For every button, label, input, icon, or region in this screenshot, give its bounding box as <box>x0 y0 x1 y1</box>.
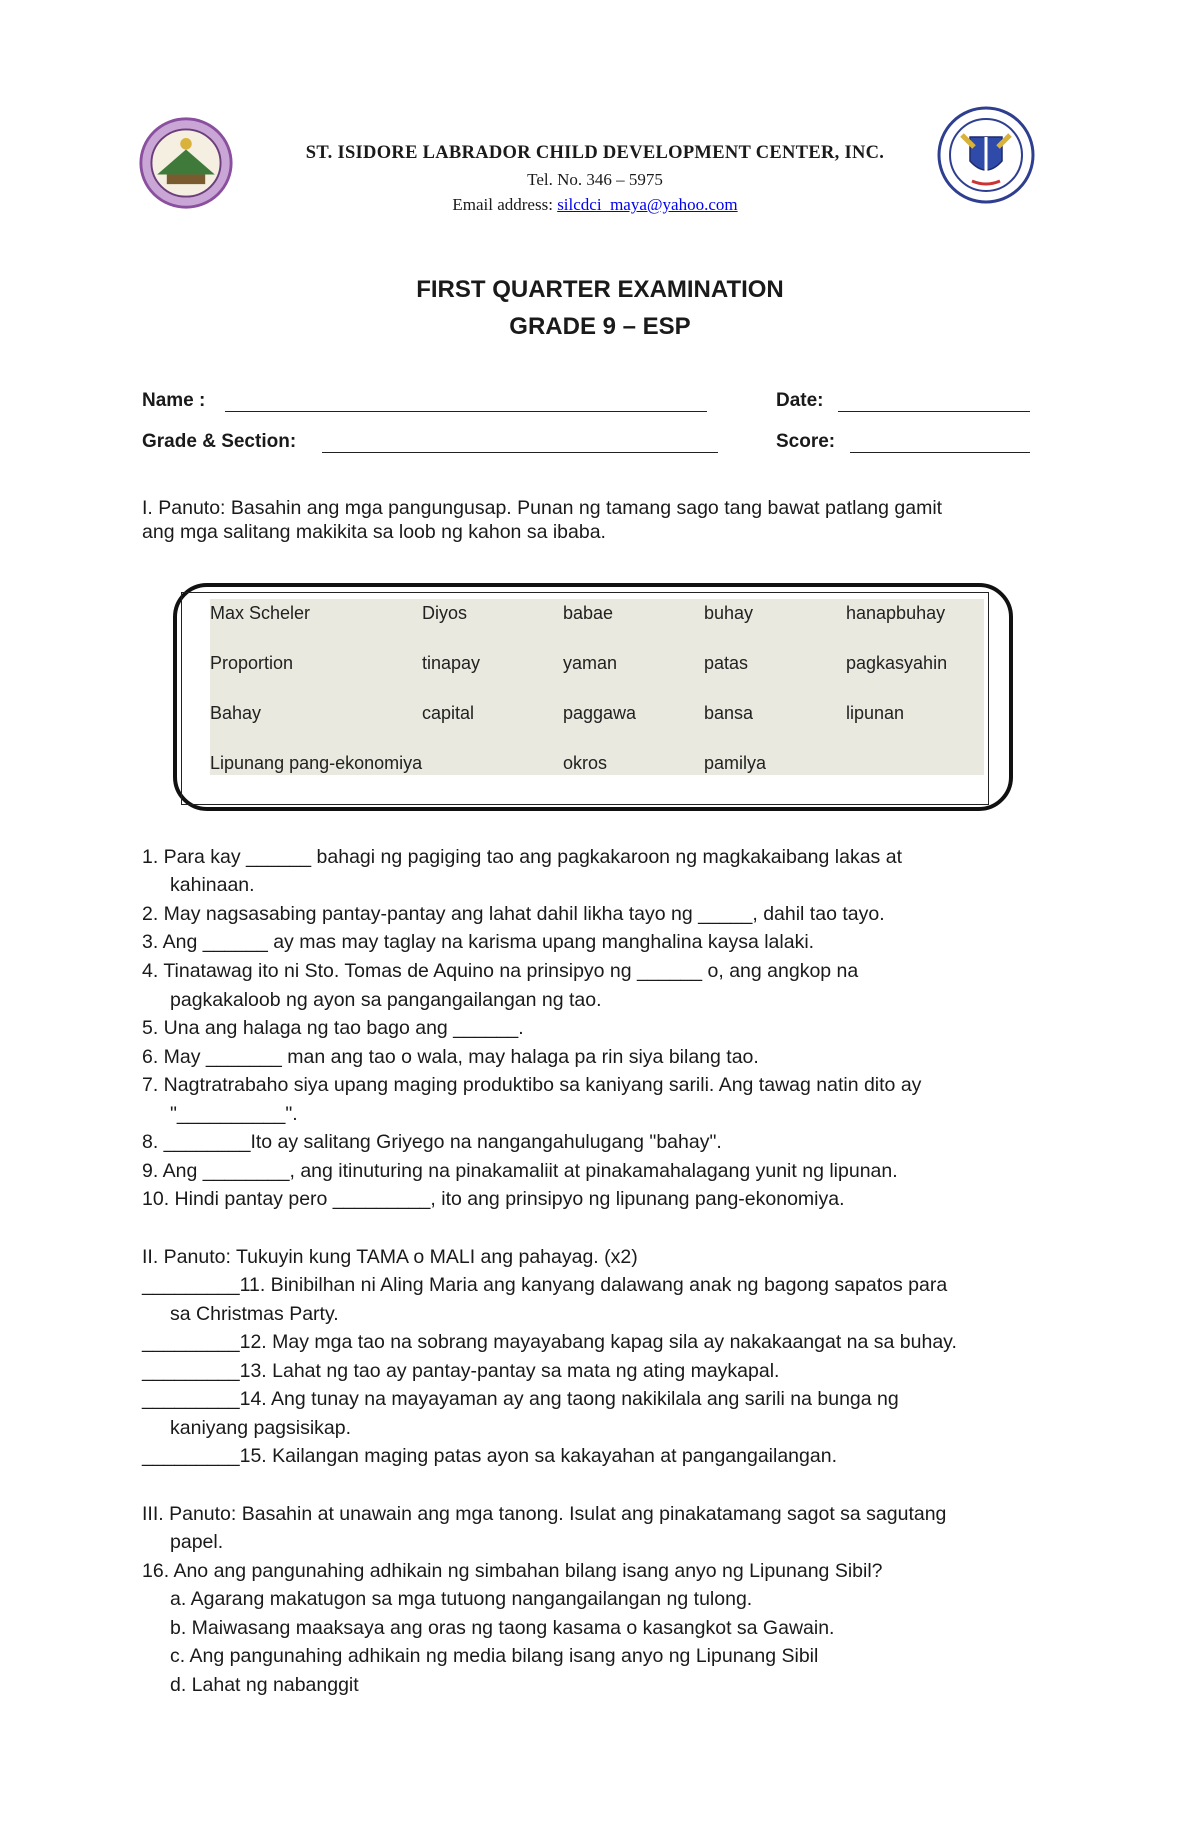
word-bank-item: babae <box>563 603 614 623</box>
grade-section-label: Grade & Section: <box>142 431 297 452</box>
score-blank[interactable] <box>850 452 1030 453</box>
question-line: pagkakaloob ng ayon sa pangangailangan ng tao. <box>170 989 602 1011</box>
question-line: kaniyang pagsisikap. <box>170 1417 352 1439</box>
part1-instruction-line: ang mga salitang makikita sa loob ng kahon sa ibaba. <box>142 521 606 543</box>
question-line: kahinaan. <box>170 874 255 896</box>
question-16: 16. Ano ang pangunahing adhikain ng simbahan bilang isang anyo ng Lipunang Sibil? <box>142 1560 883 1582</box>
name-label: Name : <box>142 390 206 411</box>
word-bank-item: hanapbuhay <box>846 603 946 623</box>
part3-instruction-cont: papel. <box>170 1531 224 1553</box>
word-bank-item: Bahay <box>210 703 262 723</box>
word-bank-item: Lipunang pang-ekonomiya <box>210 753 423 773</box>
question-line: "__________". <box>170 1103 298 1125</box>
school-telephone: Tel. No. 346 – 5975 <box>527 170 663 189</box>
question-line: 6. May _______ man ang tao o wala, may halaga pa rin siya bilang tao. <box>142 1046 759 1068</box>
question-line: 1. Para kay ______ bahagi ng pagiging tao ang pagkakaroon ng magkakaibang lakas at <box>142 846 902 868</box>
question-line: 4. Tinatawag ito ni Sto. Tomas de Aquino na prinsipyo ng ______ o, ang angkop na <box>142 960 859 982</box>
question-line: _________13. Lahat ng tao ay pantay-pantay sa mata ng ating maykapal. <box>142 1360 780 1382</box>
date-label: Date: <box>776 390 824 411</box>
part2-instruction: II. Panuto: Tukuyin kung TAMA o MALI ang pahayag. (x2) <box>142 1246 638 1268</box>
question-line: _________12. May mga tao na sobrang mayayabang kapag sila ay nakakaangat na sa buhay. <box>142 1331 957 1353</box>
word-bank-item: buhay <box>704 603 754 623</box>
choice-c: c. Ang pangunahing adhikain ng media bilang isang anyo ng Lipunang Sibil <box>170 1645 819 1667</box>
word-bank-item: paggawa <box>563 703 637 723</box>
word-bank-item: tinapay <box>422 653 481 673</box>
word-bank-item: lipunan <box>846 703 905 723</box>
part1-instruction <box>142 496 1062 544</box>
question-line: sa Christmas Party. <box>170 1303 339 1325</box>
word-bank-item: bansa <box>704 703 754 723</box>
name-blank[interactable] <box>225 411 707 412</box>
question-line: 7. Nagtratrabaho siya upang maging produktibo sa kaniyang sarili. Ang tawag natin dito ay <box>142 1074 922 1096</box>
word-bank-item: Proportion <box>210 653 294 673</box>
question-line: _________15. Kailangan maging patas ayon sa kakayahan at pangangailangan. <box>142 1445 837 1467</box>
question-line: _________11. Binibilhan ni Aling Maria ang kanyang dalawang anak ng bagong sapatos para <box>142 1274 948 1296</box>
school-email-line <box>130 195 1060 215</box>
score-label: Score: <box>776 431 836 452</box>
choice-a: a. Agarang makatugon sa mga tutuong nangangailangan ng tulong. <box>170 1588 753 1610</box>
date-blank[interactable] <box>838 411 1030 412</box>
word-bank-item: capital <box>422 703 475 723</box>
word-bank-item: okros <box>563 753 608 773</box>
exam-title: FIRST QUARTER EXAMINATION <box>416 276 784 303</box>
grade-section-blank[interactable] <box>322 452 718 453</box>
question-line: 8. ________Ito ay salitang Griyego na nangangahulugang "bahay". <box>142 1131 722 1153</box>
question-line: 2. May nagsasabing pantay-pantay ang lahat dahil likha tayo ng _____, dahil tao tayo. <box>142 903 885 925</box>
word-bank-item: Diyos <box>422 603 468 623</box>
word-bank-item: pagkasyahin <box>846 653 948 673</box>
word-bank-item: Max Scheler <box>210 603 311 623</box>
question-line: 10. Hindi pantay pero _________, ito ang prinsipyo ng lipunang pang-ekonomiya. <box>142 1188 845 1210</box>
choice-b: b. Maiwasang maaksaya ang oras ng taong kasama o kasangkot sa Gawain. <box>170 1617 835 1639</box>
school-name: ST. ISIDORE LABRADOR CHILD DEVELOPMENT CENTER, INC. <box>305 143 885 163</box>
email-label: Email address: <box>452 195 558 214</box>
question-line: 5. Una ang halaga ng tao bago ang ______. <box>142 1017 524 1039</box>
choice-d: d. Lahat ng nabanggit <box>170 1674 359 1696</box>
word-bank-item: patas <box>704 653 749 673</box>
part3-instruction: III. Panuto: Basahin at unawain ang mga tanong. Isulat ang pinakatamang sagot sa sagutang <box>142 1503 947 1525</box>
exam-subtitle: GRADE 9 – ESP <box>509 313 691 340</box>
part1-instruction-line: I. Panuto: Basahin ang mga pangungusap. Punan ng tamang sago tang bawat patlang gamit <box>142 497 943 519</box>
email-link[interactable]: silcdci_maya@yahoo.com <box>557 195 738 214</box>
question-line: 3. Ang ______ ay mas may taglay na karisma upang manghalina kaysa lalaki. <box>142 931 815 953</box>
word-bank-item: pamilya <box>704 753 767 773</box>
question-line: 9. Ang ________, ang itinuturing na pinakamaliit at pinakamahalagang yunit ng lipunan. <box>142 1160 898 1182</box>
word-bank <box>210 599 984 775</box>
school-header <box>130 105 1060 225</box>
question-line: _________14. Ang tunay na mayayaman ay ang taong nakikilala ang sarili na bunga ng <box>142 1388 899 1410</box>
word-bank-item: yaman <box>563 653 618 673</box>
